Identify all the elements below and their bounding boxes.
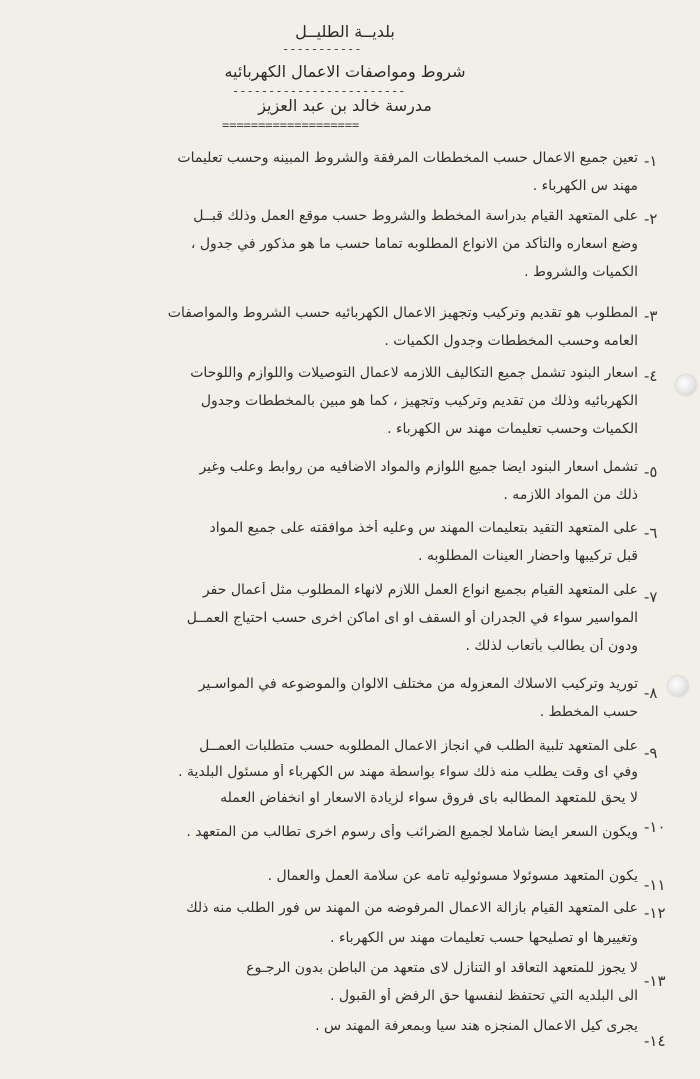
clause-number: -٧ bbox=[644, 588, 658, 606]
clause-number: -١٠ bbox=[644, 818, 666, 836]
clause-number: -١ bbox=[644, 152, 658, 170]
clause-line: وضع اسعاره والتأكد من الانواع المطلوبه تماما حسب ما هو مذكور في جدول ، bbox=[190, 236, 638, 252]
clause-line: المواسير سواء في الجدران أو السقف او اى اماكن اخرى حسب احتياج العمــل bbox=[186, 610, 638, 626]
clause-number: -٥ bbox=[644, 463, 658, 481]
clause-line: وفي اى وقت يطلب منه ذلك سواء بواسطة مهند س الكهرباء أو مسئول البلدية . bbox=[178, 764, 638, 780]
project-name: مدرسة خالد بن عبد العزيز bbox=[258, 96, 432, 115]
clause-line: على المتعهد القيام بدراسة المخطط والشروط حسب موقع العمل وذلك قبــل bbox=[193, 208, 638, 224]
clause-number: -٨ bbox=[644, 684, 658, 702]
clause-line: تشمل اسعار البنود ايضا جميع اللوازم والمواد الاضافيه من روابط وعلب وغير bbox=[199, 459, 638, 475]
clause-line: المطلوب هو تقديم وتركيب وتجهيز الاعمال الكهربائيه حسب الشروط والمواصفات bbox=[167, 305, 638, 321]
clause-line: الكميات والشروط . bbox=[524, 264, 638, 280]
clause-number: -١٢ bbox=[644, 904, 666, 922]
title-underline: ----------- bbox=[282, 42, 362, 56]
clause-line: على المتعهد تلبية الطلب في انجاز الاعمال المطلوبه حسب متطلبات العمــل bbox=[199, 738, 638, 754]
clause-line: توريد وتركيب الاسلاك المعزوله من مختلف الالوان والموضوعه في المواسـير bbox=[198, 676, 638, 692]
clause-line: ودون أن يطالب بأتعاب لذلك . bbox=[465, 638, 638, 654]
clause-line: على المتعهد القيام بازالة الاعمال المرفوضه من المهند س فور الطلب منه ذلك bbox=[186, 900, 638, 916]
clause-line: العامه وحسب المخططات وجدول الكميات . bbox=[384, 333, 638, 349]
clause-line: لا يحق للمتعهد المطالبه باى فروق سواء لزيادة الاسعار او انخفاض العمله bbox=[220, 790, 638, 806]
municipality-title: بلديــة الطليــل bbox=[295, 22, 395, 41]
clause-line: ويكون السعر ايضا شاملا لجميع الضرائب وأى رسوم اخرى تطالب من المتعهد . bbox=[186, 824, 638, 840]
clause-line: يجرى كيل الاعمال المنجزه هند سيا وبمعرفة المهند س . bbox=[315, 1018, 638, 1034]
subtitle-underline: ------------------------ bbox=[232, 84, 406, 98]
clause-line: الى البلديه التي تحتفظ لنفسها حق الرفض أو القبول . bbox=[329, 988, 638, 1004]
clause-line: مهند س الكهرباء . bbox=[532, 178, 638, 194]
clause-line: حسب المخطط . bbox=[539, 704, 638, 720]
clause-line: قبل تركيبها واحضار العينات المطلوبه . bbox=[418, 548, 638, 564]
clause-number: -٢ bbox=[644, 210, 658, 228]
clause-number: -١٤ bbox=[644, 1032, 666, 1050]
clause-number: -١٣ bbox=[644, 972, 666, 990]
clause-line: تعين جميع الاعمال حسب المخططات المرفقة والشروط المبينه وحسب تعليمات bbox=[177, 150, 638, 166]
clause-line: الكميات وحسب تعليمات مهند س الكهرباء . bbox=[387, 421, 638, 437]
project-underline: =================== bbox=[222, 118, 360, 132]
clause-number: -٦ bbox=[644, 524, 658, 542]
document-subtitle: شروط ومواصفات الاعمال الكهربائيه bbox=[224, 62, 466, 81]
clause-line: على المتعهد التقيد بتعليمات المهند س وعليه أخذ موافقته على جميع المواد bbox=[209, 520, 638, 536]
clause-number: -١١ bbox=[644, 876, 666, 894]
clause-line: لا يجوز للمتعهد التعاقد او التنازل لاى متعهد من الباطن بدون الرجـوع bbox=[246, 960, 638, 976]
clause-line: الكهربائيه وذلك من تقديم وتركيب وتجهيز ، كما هو مبين بالمخططات وجدول bbox=[200, 393, 638, 409]
clause-number: -٣ bbox=[644, 307, 658, 325]
clause-line: اسعار البنود تشمل جميع التكاليف اللازمه لاعمال التوصيلات واللوازم واللوحات bbox=[190, 365, 638, 381]
clause-line: ذلك من المواد اللازمه . bbox=[503, 487, 638, 503]
clause-line: وتغييرها او تصليحها حسب تعليمات مهند س الكهرباء . bbox=[330, 930, 638, 946]
clause-line: على المتعهد القيام بجميع انواع العمل اللازم لانهاء المطلوب مثل أعمال حفر bbox=[202, 582, 638, 598]
clause-line: يكون المتعهد مسوئولا مسوئوليه تامه عن سلامة العمل والعمال . bbox=[267, 868, 638, 884]
clause-number: -٤ bbox=[644, 367, 658, 385]
clause-number: -٩ bbox=[644, 744, 658, 762]
